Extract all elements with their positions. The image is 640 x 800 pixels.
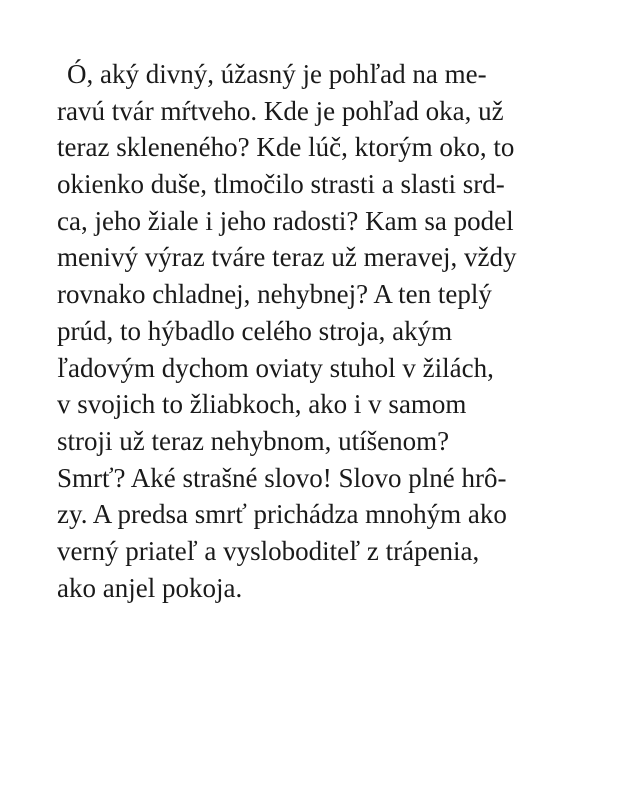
paragraph-line: v svojich to žliabkoch, ako i v samom: [57, 389, 467, 420]
paragraph-line: Smrť? Aké strašné slovo! Slovo plné hrô-: [57, 462, 507, 493]
paragraph-line: teraz skleneného? Kde lúč, ktorým oko, to: [57, 132, 515, 163]
paragraph-line: ľadovým dychom oviaty stuhol v žilách,: [57, 352, 494, 383]
paragraph-line: prúd, to hýbadlo celého stroja, akým: [57, 315, 453, 346]
paragraph-line: zy. A predsa smrť prichádza mnohým ako: [57, 499, 507, 530]
paragraph-line: stroji už teraz nehybnom, utíšenom?: [57, 425, 450, 456]
paragraph-line: Ó, aký divný, úžasný je pohľad na me-: [67, 59, 487, 89]
paragraph-line: rovnako chladnej, nehybnej? A ten teplý: [57, 279, 492, 310]
paragraph-line: ca, jeho žiale i jeho radosti? Kam sa podel: [57, 205, 514, 236]
paragraph-line: ako anjel pokoja.: [57, 572, 243, 603]
body-paragraph: [57, 56, 617, 606]
paragraph-line: okienko duše, tlmočilo strasti a slasti srd-: [57, 169, 505, 200]
paragraph-line: menivý výraz tváre teraz už meravej, vždy: [57, 242, 517, 273]
paragraph-line: ravú tvár mŕtveho. Kde je pohľad oka, už: [57, 95, 504, 126]
paragraph-line: verný priateľ a vysloboditeľ z trápenia,: [57, 535, 480, 566]
